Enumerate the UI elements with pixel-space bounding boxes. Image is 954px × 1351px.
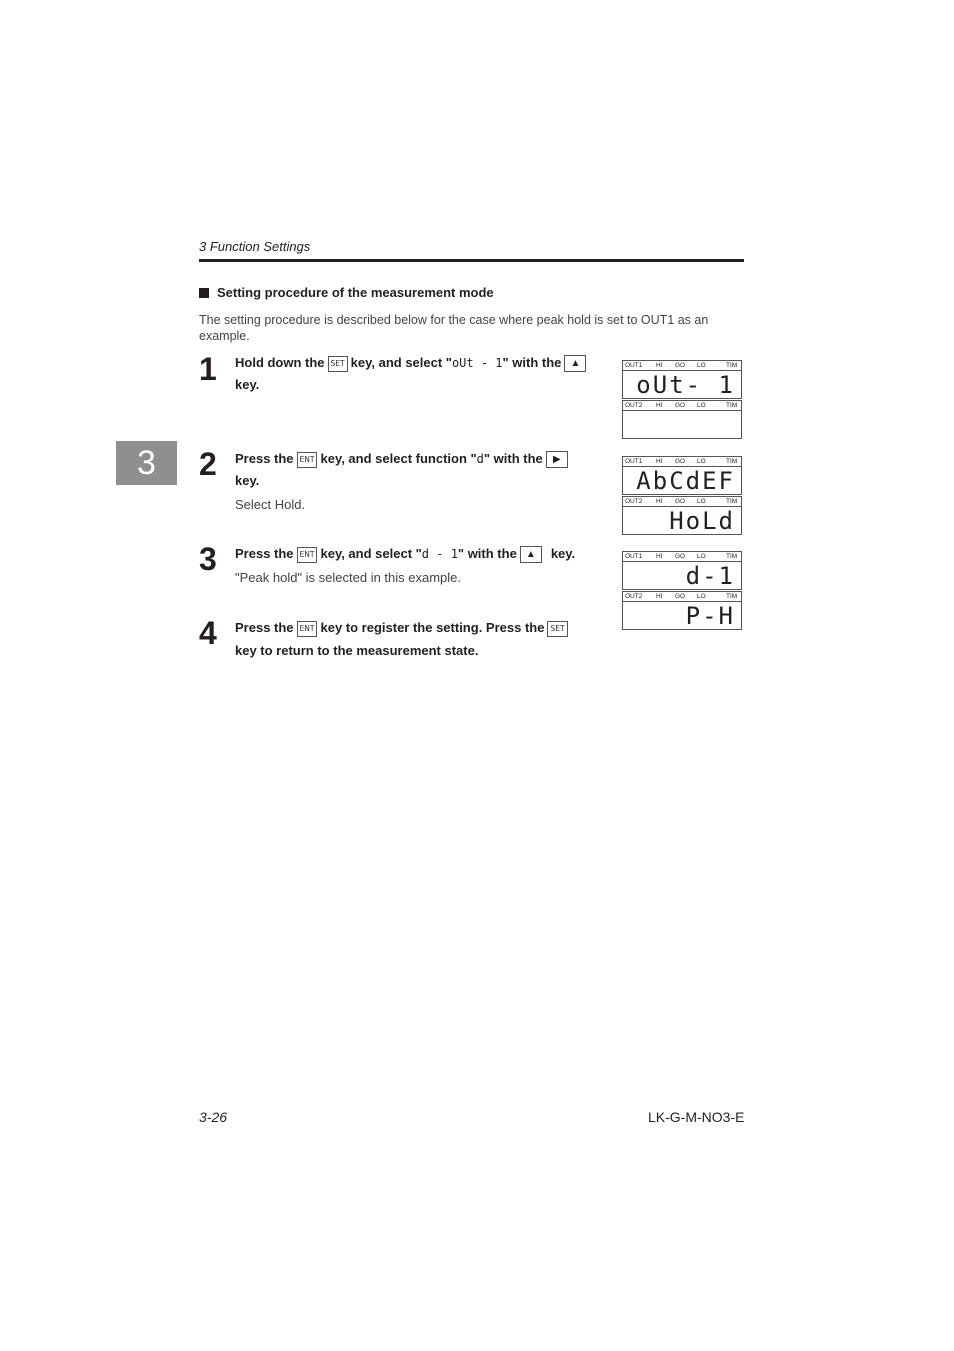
tim-indicator-label: TIM [726,458,738,465]
step-3-note: "Peak hold" is selected in this example. [235,570,462,585]
step-2-text-a: Press the [235,451,294,466]
intro-paragraph: The setting procedure is described below for the case where peak hold is set to OUT1 as an example. [199,313,709,343]
display-panel-2-out2 [622,496,742,535]
section-title-text: Setting procedure of the measurement mode [217,285,494,300]
section-title [199,285,494,300]
step-3-text-b: key, and select " [320,546,422,561]
indicator-label-row [623,497,741,506]
step-2-line-1 [235,448,571,470]
step-2-note: Select Hold. [235,497,306,512]
hi-indicator-label: HI [656,362,663,369]
segment-text: d - 1 [421,547,458,561]
indicator-label-row [623,361,741,370]
hi-indicator-label: HI [656,553,663,560]
right-arrow-key-icon: ▶ [546,451,568,468]
ent-key: ENT [297,621,318,637]
step-2-text-c: " with the [483,451,543,466]
step-1-text-c: " with the [502,355,562,370]
step-3-line-1 [235,543,575,565]
go-indicator-label: GO [675,593,686,600]
tim-indicator-label: TIM [726,593,738,600]
go-indicator-label: GO [675,362,686,369]
step-number-4: 4 [199,615,217,651]
display-panel-2-out1 [622,456,742,495]
chapter-tab: 3 [116,441,177,485]
output-label: OUT2 [625,593,643,600]
up-arrow-key-icon: ▲ [520,546,542,563]
display-panel-1-out2 [622,400,742,439]
indicator-label-row [623,592,741,601]
step-4-text-a: Press the [235,620,294,635]
output-label: OUT2 [625,402,643,409]
page-number: 3-26 [199,1109,228,1125]
tim-indicator-label: TIM [726,362,738,369]
ent-key: ENT [297,452,318,468]
step-2-text-b: key, and select function " [320,451,477,466]
running-header: 3 Function Settings [199,239,311,254]
document-id: LK-G-M-NO3-E [648,1109,745,1125]
step-1-line-2: key. [235,377,260,392]
step-number-1: 1 [199,351,217,387]
set-key: SET [328,356,348,372]
lo-indicator-label: LO [697,458,706,465]
indicator-label-row [623,401,741,410]
output-label: OUT1 [625,458,643,465]
seven-segment-display: HoLd [623,506,741,534]
output-label: OUT2 [625,498,643,505]
go-indicator-label: GO [675,498,686,505]
hi-indicator-label: HI [656,458,663,465]
lo-indicator-label: LO [697,553,706,560]
lo-indicator-label: LO [697,593,706,600]
output-label: OUT1 [625,553,643,560]
ent-key: ENT [297,547,318,563]
seven-segment-display: oUt- 1 [623,370,741,398]
seven-segment-display: d-1 [623,561,741,589]
hi-indicator-label: HI [656,593,663,600]
step-1-line-1 [235,352,589,374]
up-arrow-key-icon: ▲ [564,355,586,372]
step-1-text-b: key, and select " [350,355,452,370]
output-label: OUT1 [625,362,643,369]
step-4-text-b: key to register the setting. Press the [320,620,545,635]
indicator-label-row [623,552,741,561]
lo-indicator-label: LO [697,362,706,369]
step-2-line-2: key. [235,473,260,488]
step-4-line-1 [235,617,571,639]
set-key: SET [547,621,567,637]
hi-indicator-label: HI [656,498,663,505]
seven-segment-display: AbCdEF [623,466,741,494]
lo-indicator-label: LO [697,498,706,505]
header-rule [199,259,744,262]
display-panel-3-out1 [622,551,742,590]
go-indicator-label: GO [675,402,686,409]
lo-indicator-label: LO [697,402,706,409]
display-panel-3-out2 [622,591,742,630]
go-indicator-label: GO [675,553,686,560]
segment-text: oUt - 1 [451,356,503,370]
hi-indicator-label: HI [656,402,663,409]
step-number-3: 3 [199,541,217,577]
seven-segment-display: P-H [623,601,741,629]
tim-indicator-label: TIM [726,498,738,505]
step-number-2: 2 [199,446,217,482]
step-3-text-c: " with the [457,546,517,561]
square-bullet-icon [199,288,209,298]
step-1-text-a: Hold down the [235,355,325,370]
tim-indicator-label: TIM [726,553,738,560]
go-indicator-label: GO [675,458,686,465]
step-4-line-2: key to return to the measurement state. [235,643,479,658]
indicator-label-row [623,457,741,466]
seven-segment-display [623,410,741,438]
step-3-text-d: key. [550,546,576,561]
tim-indicator-label: TIM [726,402,738,409]
step-3-text-a: Press the [235,546,294,561]
display-panel-1-out1 [622,360,742,399]
segment-text: d [476,452,484,466]
